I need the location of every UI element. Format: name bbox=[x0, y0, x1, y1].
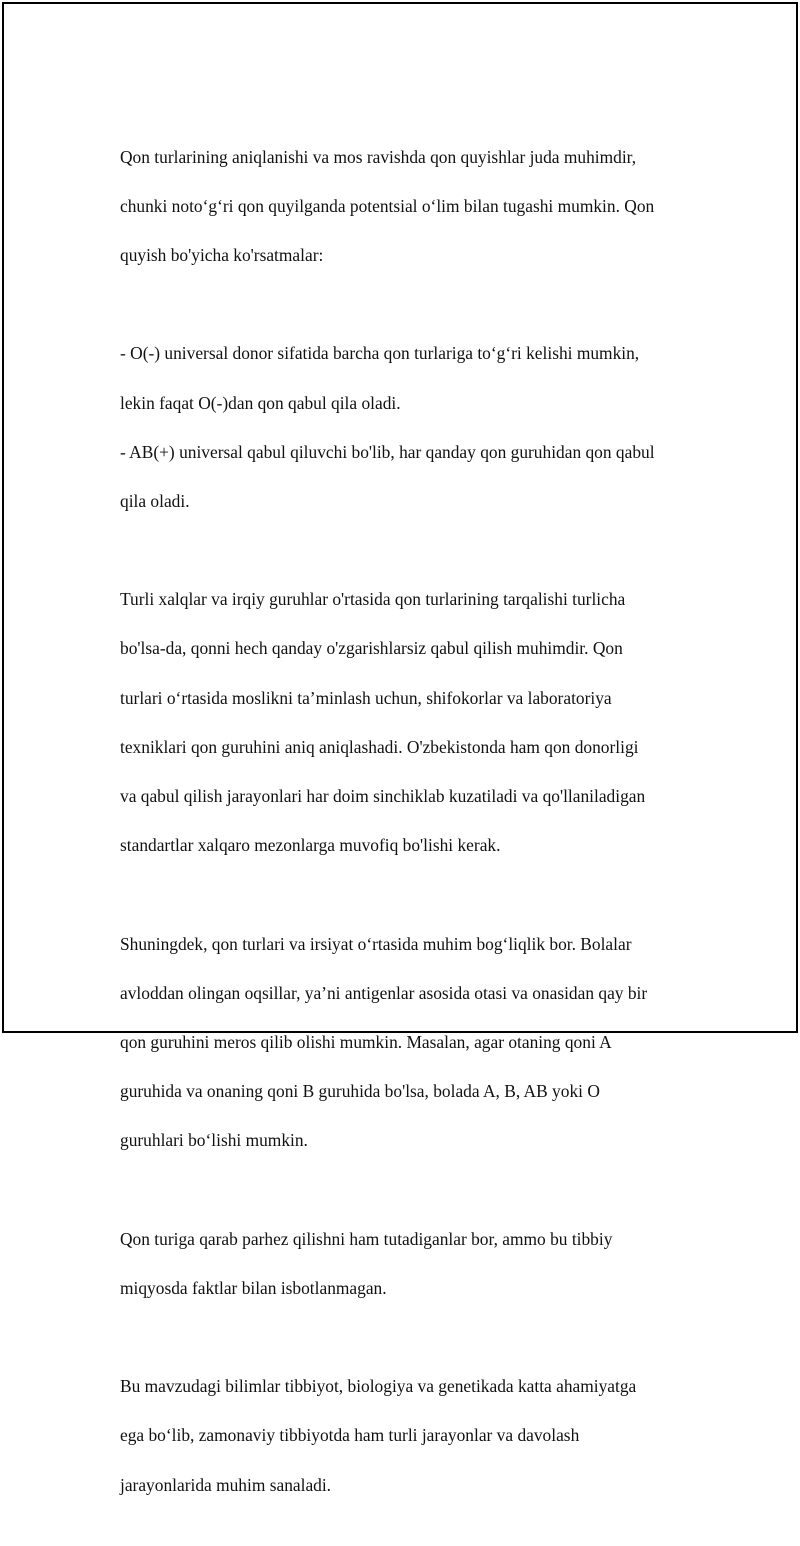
text-line: ega bo‘lib, zamonaviy tibbiyotda ham turli jarayonlar va davolash bbox=[120, 1425, 580, 1446]
text-line: qila oladi. bbox=[120, 490, 190, 511]
paragraph-intro bbox=[120, 120, 700, 292]
text-line: quyish bo'yicha ko'rsatmalar: bbox=[120, 244, 324, 265]
paragraph-conclusion bbox=[120, 1350, 700, 1522]
text-line: - AB(+) universal qabul qiluvchi bo'lib, har qanday qon guruhidan qon qabul bbox=[120, 441, 655, 462]
text-line: va qabul qilish jarayonlari har doim sinchiklab kuzatiladi va qo'llaniladigan bbox=[120, 786, 646, 807]
paragraph-donor-list bbox=[120, 317, 700, 538]
paragraph-distribution bbox=[120, 563, 700, 883]
text-line: chunki noto‘g‘ri qon quyilganda potentsial o‘lim bilan tugashi mumkin. Qon bbox=[120, 195, 655, 216]
text-line: guruhlari bo‘lishi mumkin. bbox=[120, 1130, 308, 1151]
text-line: Turli xalqlar va irqiy guruhlar o'rtasida qon turlarining tarqalishi turlicha bbox=[120, 589, 626, 610]
text-line: texniklari qon guruhini aniq aniqlashadi. O'zbekistonda ham qon donorligi bbox=[120, 736, 639, 757]
text-line: avloddan olingan oqsillar, ya’ni antigenlar asosida otasi va onasidan qay bir bbox=[120, 982, 648, 1003]
text-line: - O(-) universal donor sifatida barcha qon turlariga to‘g‘ri kelishi mumkin, bbox=[120, 343, 640, 364]
text-line: miqyosda faktlar bilan isbotlanmagan. bbox=[120, 1277, 387, 1298]
text-line: jarayonlarida muhim sanaladi. bbox=[120, 1474, 332, 1495]
paragraph-diet bbox=[120, 1202, 700, 1325]
text-line: bo'lsa-da, qonni hech qanday o'zgarishlarsiz qabul qilish muhimdir. Qon bbox=[120, 638, 623, 659]
text-line: standartlar xalqaro mezonlarga muvofiq bo'lishi kerak. bbox=[120, 835, 501, 856]
text-line: Shuningdek, qon turlari va irsiyat o‘rtasida muhim bog‘liqlik bor. Bolalar bbox=[120, 933, 632, 954]
paragraph-heredity bbox=[120, 907, 700, 1178]
page-frame bbox=[2, 2, 798, 1495]
text-line: Bu mavzudagi bilimlar tibbiyot, biologiya va genetikada katta ahamiyatga bbox=[120, 1376, 637, 1397]
document-body bbox=[120, 120, 700, 1546]
text-line: guruhida va onaning qoni B guruhida bo'lsa, bolada A, B, AB yoki O bbox=[120, 1081, 600, 1102]
text-line: Qon turiga qarab parhez qilishni ham tutadiganlar bor, ammo bu tibbiy bbox=[120, 1228, 613, 1249]
text-line: turlari o‘rtasida moslikni ta’minlash uchun, shifokorlar va laboratoriya bbox=[120, 687, 612, 708]
text-line: lekin faqat O(-)dan qon qabul qila oladi. bbox=[120, 392, 401, 413]
text-line: qon guruhini meros qilib olishi mumkin. Masalan, agar otaning qoni A bbox=[120, 1031, 612, 1052]
text-line: Qon turlarining aniqlanishi va mos ravishda qon quyishlar juda muhimdir, bbox=[120, 146, 637, 167]
